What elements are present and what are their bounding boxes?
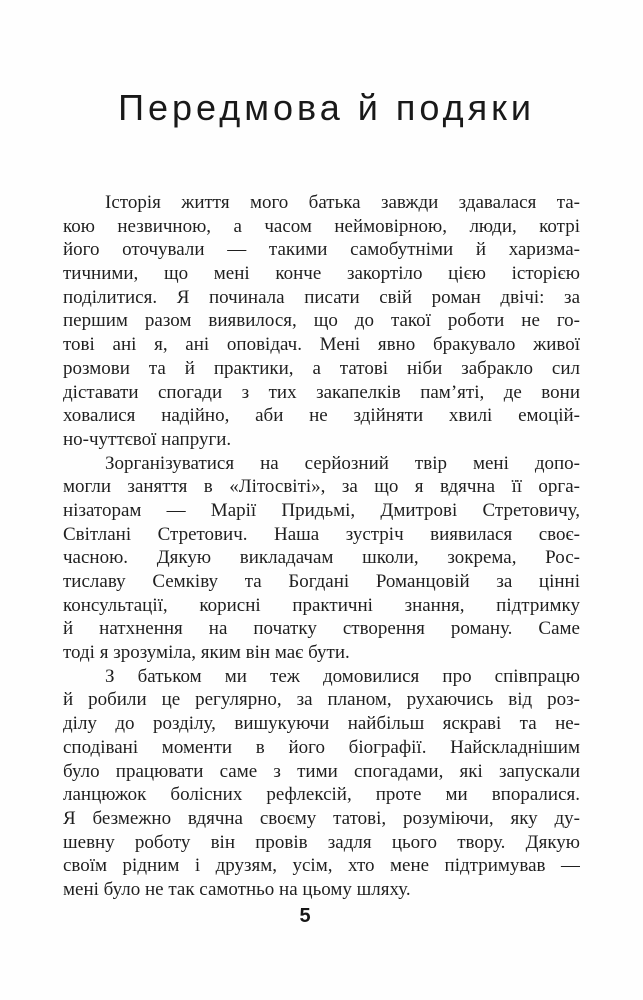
text-line: тиславу Семківу та Богдані Романцовій за цінні (63, 571, 580, 592)
text-line: його оточували — такими самобутніми й харизма- (63, 239, 580, 261)
text-line: й робили це регулярно, за планом, рухаючись від роз- (63, 689, 580, 711)
text-line: Я безмежно вдячна своєму татові, розуміючи, яку ду- (63, 807, 580, 829)
text-line: кою незвичною, а часом неймовірною, люди, котрі (63, 215, 580, 237)
text-line: було працювати саме з тими спогадами, які запускали (63, 760, 580, 782)
body-text (63, 191, 580, 902)
text-line: розмови та й практики, а татові ніби забракло сил (63, 357, 580, 379)
page-number: 5 (299, 905, 311, 927)
text-line: мені було не так самотньо на цьому шляху. (63, 878, 411, 900)
text-line: ділу до розділу, вишукуючи найбільш яскраві та не- (63, 713, 580, 735)
text-line: Історія життя мого батька завжди здавалася та- (105, 192, 580, 213)
text-line: своїм рідним і друзям, усім, хто мене підтримував — (63, 855, 580, 877)
text-line: першим разом виявилося, що до такої роботи не го- (63, 310, 580, 332)
text-line: ховалися надійно, аби не здійняти хвилі емоцій- (63, 405, 580, 427)
text-line: шевну роботу він провів задля цього твору. Дякую (63, 831, 580, 853)
text-line: нізаторам — Марії Придьмі, Дмитрові Стретовичу, (63, 499, 580, 521)
text-line: діставати спогади з тих закапелків пам’яті, де вони (63, 381, 580, 403)
chapter-title: Передмова й подяки (118, 87, 535, 128)
text-line: Світлані Стретович. Наша зустріч виявилася своє- (63, 523, 580, 545)
text-line: й натхнення на початку створення роману. Саме (63, 618, 580, 640)
text-line: сподівані моменти в його біографії. Найскладнішим (63, 736, 580, 758)
text-line: ланцюжок болісних рефлексій, проте ми впоралися. (63, 784, 580, 806)
text-line: тоді я зрозуміла, яким він має бути. (63, 642, 350, 664)
text-line: поділитися. Я починала писати свій роман двічі: за (63, 286, 580, 308)
text-line: могли заняття в «Літосвіті», за що я вдячна її орга- (63, 476, 580, 498)
text-line: тичними, що мені конче закортіло цією історією (63, 263, 580, 285)
text-line: З батьком ми теж домовилися про співпрацю (105, 665, 580, 687)
text-line: тові ані я, ані оповідач. Мені явно бракувало живої (63, 334, 580, 356)
text-line: часною. Дякую викладачам школи, зокрема, Рос- (63, 547, 580, 569)
text-line: консультації, корисні практичні знання, підтримку (63, 594, 580, 616)
text-line: но-чуттєвої напруги. (63, 428, 232, 450)
text-line: Зорганізуватися на серйозний твір мені допо- (105, 452, 580, 474)
